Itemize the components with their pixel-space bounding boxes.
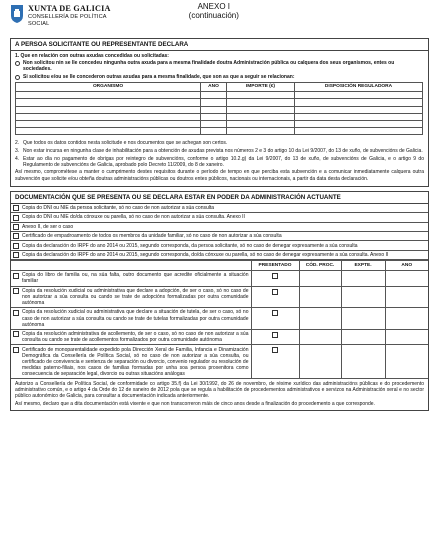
radio-other-aid[interactable] xyxy=(15,75,20,80)
presentado-checkbox[interactable] xyxy=(272,347,278,353)
doc-row: Copia da declaración do IRPF do ano 2014 ou 2015, segundo corresponda, do/da cónxuxe ou parella, só no caso de denegar expresamente a súa consulta. Anexo II xyxy=(11,251,428,260)
grid-col-ano: ANO xyxy=(385,261,428,271)
commitment-text: Así mesmo, comprométese a manter o cumprimento destes requisitos durante o período de tempo en que perciba esta subvención e a comunicar inmediatamente calquera outra subvención que solicite e/ou obteña doutras administracións públicas ou doutros entes públicos, nacionais ou internacionais, a partir da data desta declaración. xyxy=(15,169,424,182)
grid-row: Copia da resolución xudicial ou administrativa que declare a situación de tutela, de ser o caso, só no caso de non autorizar a súa consulta ou cando se trate de tutelas formalizadas por outra comunidade autónoma xyxy=(11,308,428,330)
option-other-aid-label: Si solicitou e/ou se lle concederon outras axudas para a mesma finalidade, que son as que a seguir se relacionan: xyxy=(23,74,295,81)
radio-no-aid[interactable] xyxy=(15,61,20,66)
grid-row: Copia da resolución xudicial ou administrativa que declare a adopción, de ser o caso, só no caso de non autorizar a súa consulta ou cando se trate de adopcións formalizadas por outra comunidade autónoma xyxy=(11,286,428,308)
organismo-field[interactable] xyxy=(16,128,201,135)
doc-checkbox[interactable] xyxy=(13,252,19,258)
ano-field[interactable] xyxy=(201,128,227,135)
col-importe: IMPORTE (€) xyxy=(227,83,295,92)
doc-row: Anexo II, de ser o caso xyxy=(11,223,428,232)
xunta-logo xyxy=(10,4,111,28)
grid-col-doc xyxy=(11,261,251,271)
option-other-aid[interactable] xyxy=(15,74,424,80)
doc-row: Copia do DNI ou NIE do/da cónxuxe ou parella, só no caso de non autorizar a súa consulta. Anexo II xyxy=(11,213,428,222)
other-aid-table xyxy=(15,82,423,135)
doc-checkbox[interactable] xyxy=(13,224,19,230)
ano-field[interactable] xyxy=(201,120,227,127)
cod-proc-field[interactable] xyxy=(299,308,341,330)
expte-field[interactable] xyxy=(341,308,385,330)
doc-checkbox[interactable] xyxy=(13,205,19,211)
annex-title-block xyxy=(189,3,239,21)
grid-row: Copia do libro de familia ou, na súa falta, outro documento que acredite oficialmente a situación familiar xyxy=(11,271,428,286)
col-organismo: ORGANISMO xyxy=(16,83,201,92)
expte-field[interactable] xyxy=(341,271,385,286)
xunta-emblem-icon xyxy=(10,4,24,24)
col-disposicion: DISPOSICIÓN REGULADORA xyxy=(295,83,423,92)
option-no-aid-label: Non solicitou nin se lle concedeu ningunha outra axuda para a mesma finalidade doutra Administración pública ou calquera dos seus organismos, entes ou sociedades. xyxy=(23,60,395,73)
doc-row: Certificado de empadroamento de todos os membros da unidade familiar, só no caso de non autorizar a súa consulta xyxy=(11,232,428,241)
section1-box xyxy=(10,50,429,188)
documents-grid xyxy=(11,260,428,378)
aid-table-row xyxy=(16,113,423,120)
aid-table-row xyxy=(16,92,423,99)
cod-proc-field[interactable] xyxy=(299,345,341,378)
cod-proc-field[interactable] xyxy=(299,329,341,344)
organismo-field[interactable] xyxy=(16,106,201,113)
aid-table-row xyxy=(16,128,423,135)
annex-title: ANEXO I xyxy=(197,2,231,11)
doc-checkbox[interactable] xyxy=(13,347,19,353)
brand-department-2: SOCIAL xyxy=(28,20,50,27)
organismo-field[interactable] xyxy=(16,92,201,99)
aid-table-row xyxy=(16,99,423,106)
presentado-checkbox[interactable] xyxy=(272,289,278,295)
aid-table-row xyxy=(16,120,423,127)
importe-field[interactable] xyxy=(227,128,295,135)
section2-title: DOCUMENTACIÓN QUE SE PRESENTA OU SE DECLARA ESTAR EN PODER DA ADMINISTRACIÓN ACTUANTE xyxy=(10,191,429,203)
authorization-paragraph: Autorizo a Consellería de Política Social, de conformidade co artigo 35.f) da Lei 30/1992, do 26 de novembro, de réxime xurídico das administracións públicas e do procedemento administrativo común, e o artigo 4 da Orde do 12 de xaneiro de 2012 pola que se regula a habilitación de procedementos administrativos e servizos na Administración xeral e no sector público autonómico de Galicia, para consultar a documentación indicada anteriormente. xyxy=(15,380,424,400)
brand-department: CONSELLERÍA DE POLÍTICA xyxy=(28,14,107,20)
importe-field[interactable] xyxy=(227,120,295,127)
doc-checkbox[interactable] xyxy=(13,233,19,239)
ano-field[interactable] xyxy=(201,99,227,106)
grid-col-cod-proc: CÓD. PROC. xyxy=(299,261,341,271)
ano-field[interactable] xyxy=(385,286,428,308)
presentado-checkbox[interactable] xyxy=(272,273,278,279)
ano-field[interactable] xyxy=(385,329,428,344)
section1-title: A PERSOA SOLICITANTE OU REPRESENTANTE DECLARA xyxy=(10,38,429,50)
annex-subtitle: (continuación) xyxy=(188,10,239,20)
grid-col-presentado: PRESENTADO xyxy=(251,261,299,271)
ano-field[interactable] xyxy=(385,308,428,330)
doc-checkbox[interactable] xyxy=(13,310,19,316)
ano-field[interactable] xyxy=(201,106,227,113)
authorization-text xyxy=(11,378,428,410)
grid-row: Certificado de monoparentalidade expedido pola Dirección Xeral de Familia, Infancia e Dinamización Demográfica da Consellería de Política Social, só no caso de non autorizar a súa consulta, ou certificado de convivencia e sentenza de separación ou divorcio, convenio regulador ou resolución de medidas paterno-filiais, nos casos de familias formadas por unha soa persoa proxenitora como consecuencia de separación legal, divorcio ou outras situacións análogas xyxy=(11,345,428,378)
question-1: 1. Que en relación con outras axudas concedidas ou solicitadas: xyxy=(15,52,169,59)
presentado-checkbox[interactable] xyxy=(272,332,278,338)
brand-name: XUNTA DE GALICIA xyxy=(28,4,111,13)
presentado-checkbox[interactable] xyxy=(272,310,278,316)
doc-checkbox[interactable] xyxy=(13,243,19,249)
disposicion-field[interactable] xyxy=(295,92,423,99)
declaration-item: 4. Estar ao día no pagamento de obrigas por reintegro de subvencións, conforme o artigo 10.2.g) da Lei 9/2007, do 13 de xuño, de subvencións de Galicia, e o artigo 9 do Regulamento de subvencións de Galicia, aprobado polo Decreto 11/2009, do 8 de xaneiro. xyxy=(15,155,424,168)
section2-box xyxy=(10,203,429,412)
disposicion-field[interactable] xyxy=(295,128,423,135)
expte-field[interactable] xyxy=(341,329,385,344)
expte-field[interactable] xyxy=(341,286,385,308)
validity-paragraph: Así mesmo, declaro que a dita documentación está vixente e que non transcorreron máis de cinco anos desde a finalización do procedemento a que corresponde. xyxy=(15,400,375,407)
col-ano: ANO xyxy=(201,83,227,92)
doc-checkbox[interactable] xyxy=(13,288,19,294)
ano-field[interactable] xyxy=(385,345,428,378)
doc-row: Copia da declaración do IRPF do ano 2014 ou 2015, segundo corresponda, da persoa solicitante, só no caso de denegar expresamente a súa consulta xyxy=(11,241,428,250)
doc-checkbox[interactable] xyxy=(13,331,19,337)
disposicion-field[interactable] xyxy=(295,106,423,113)
disposicion-field[interactable] xyxy=(295,113,423,120)
doc-checkbox[interactable] xyxy=(13,215,19,221)
grid-col-expte: EXPTE. xyxy=(341,261,385,271)
ano-field[interactable] xyxy=(201,92,227,99)
ano-field[interactable] xyxy=(201,113,227,120)
organismo-field[interactable] xyxy=(16,113,201,120)
importe-field[interactable] xyxy=(227,99,295,106)
organismo-field[interactable] xyxy=(16,99,201,106)
declaration-item: 3. Non estar incursa en ningunha clase de inhabilitación para a obtención de axudas prevista nos números 2 e 3 do artigo 10 da Lei 9/2007, do 13 de xuño, de subvencións de Galicia. xyxy=(15,147,423,154)
declaration-item: 2. Que todos os datos contidos nesta solicitude e nos documentos que se achegan son certos. xyxy=(15,140,228,147)
disposicion-field[interactable] xyxy=(295,99,423,106)
grid-row: Copia da resolución administrativa de acollemento, de ser o caso, só no caso de non autorizar a súa consulta ou cando se trate de acollementos formalizados por outra comunidade autónoma xyxy=(11,329,428,344)
importe-field[interactable] xyxy=(227,106,295,113)
doc-checkbox[interactable] xyxy=(13,273,19,279)
cod-proc-field[interactable] xyxy=(299,286,341,308)
option-no-other-aid[interactable] xyxy=(15,60,424,72)
organismo-field[interactable] xyxy=(16,120,201,127)
expte-field[interactable] xyxy=(341,345,385,378)
importe-field[interactable] xyxy=(227,92,295,99)
doc-row: Copia do DNI ou NIE da persoa solicitante, só no caso de non autorizar a súa consulta xyxy=(11,204,428,213)
aid-table-row xyxy=(16,106,423,113)
cod-proc-field[interactable] xyxy=(299,271,341,286)
ano-field[interactable] xyxy=(385,271,428,286)
disposicion-field[interactable] xyxy=(295,120,423,127)
importe-field[interactable] xyxy=(227,113,295,120)
page-header xyxy=(10,4,429,38)
